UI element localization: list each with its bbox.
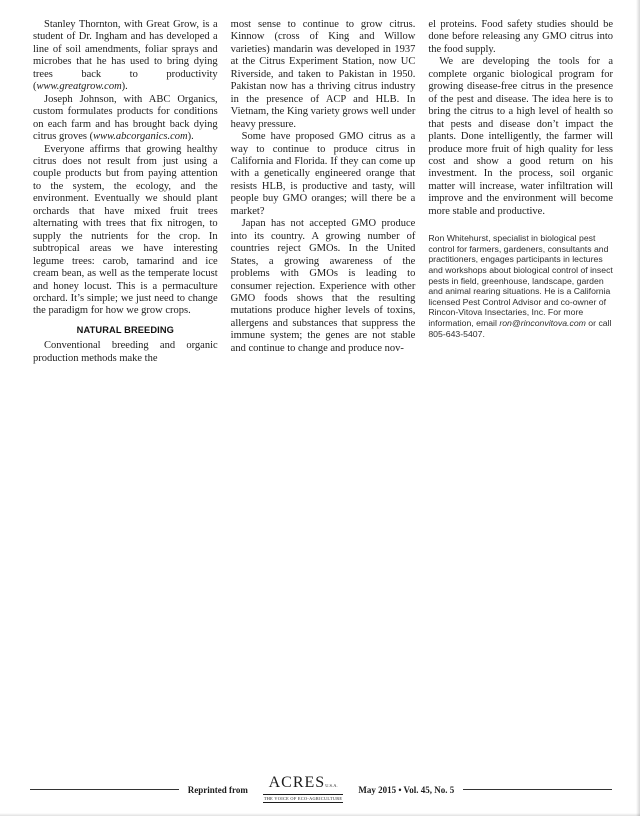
footer-rule-left [30, 789, 179, 790]
logo-name: ACRES [268, 774, 326, 791]
paragraph: Joseph Johnson, with ABC Organics, custom formulates products for conditions on each farm and has brought back dying citrus groves (www.abcorganics.com). [33, 93, 218, 143]
paragraph: most sense to continue to grow citrus. Kinnow (cross of King and Willow varieties) mandarin was developed in 1937 at the Citrus Experiment Station, now UC Riverside, and taken to Pakistan in 1950. Pakistan now has a thriving citrus industry in the presence of ACP and HLB. In Vietnam, the King variety grows well under heavy pressure. [230, 19, 416, 130]
page-scan-edge-right [636, 0, 640, 816]
paragraph: Japan has not accepted GMO produce into its country. A growing number of countries reject GMOs. In the United States, a growing awareness of the problems with GMOs is leading to consumer rejection. Experience with other GMO foods shows that the resulting mutations produce higher levels of toxins, allergens and substances that suppress the immune system; the genes are not stable and continue to change and produce nov- [230, 218, 416, 354]
paragraph: Everyone affirms that growing healthy citrus does not result from just using a couple products but from paying attention to the system, the ecology, and the environment. Eventually we should plant orchards that have mixed fruit trees alternating with trees that fix nitrogen, to supply the nutrients for the crop. In subtropical areas we have interesting legume trees: carob, tamarind and ice cream bean, as well as the temperate locust and honey locust. This is a permaculture orchard. It’s simple; we just need to change the paradigm for how we grow crops. [33, 143, 218, 317]
paragraph: el proteins. Food safety studies should be done before releasing any GMO citrus into the food supply. [428, 19, 614, 55]
logo-wordmark [263, 776, 343, 793]
issue-label: May 2015 • Vol. 45, No. 5 [358, 784, 455, 795]
article-body [33, 19, 613, 365]
footer [30, 776, 612, 803]
text-column-1 [33, 19, 218, 365]
footer-rule-right [463, 789, 612, 790]
text-column-2 [231, 19, 416, 365]
paragraph: Conventional breeding and organic production methods make the [33, 340, 218, 364]
author-bio: Ron Whitehurst, specialist in biological pest control for farmers, gardeners, consultants and practitioners, engages participants in lectures and workshops about biological control of insect pests in field, greenhouse, landscape, garden and animal rearing situations. He is a California licensed Pest Control Advisor and co-owner of Rincon-Vitova Insectaries, Inc. For more information, email ron@rinconvitova.com or call 805-643-5407. [428, 233, 613, 339]
section-heading: NATURAL BREEDING [76, 324, 174, 335]
acres-logo [263, 776, 343, 803]
reprinted-from-label: Reprinted from [187, 784, 248, 795]
paragraph: Stanley Thornton, with Great Grow, is a student of Dr. Ingham and has developed a line of soil amendments, foliar sprays and microbes that he has used to bring dying trees back to productivity (www.greatgrow.com). [33, 19, 218, 93]
logo-tagline: THE VOICE OF ECO-AGRICULTURE [263, 796, 343, 801]
paragraph: Some have proposed GMO citrus as a way to continue to produce citrus in California and Florida. If they can come up with a genetically engineered orange that resists HLB, is productive and tasty, will people buy GMO oranges; will there be a market? [230, 131, 416, 217]
logo-suffix: U.S.A. [325, 783, 338, 788]
text-column-3 [428, 19, 613, 365]
paragraph: We are developing the tools for a complete organic biological program for growing disease-free citrus in the presence of the pest and disease. The idea here is to bring the citrus to a high level of health so that pests and disease don’t impact the plants. Done intelligently, the farmer will produce more fruit of high quality for less cost and show a good return on his investment. In the process, soil organic matter will increase, water infiltration will improve and the environment will become more stable and productive. [428, 56, 614, 217]
